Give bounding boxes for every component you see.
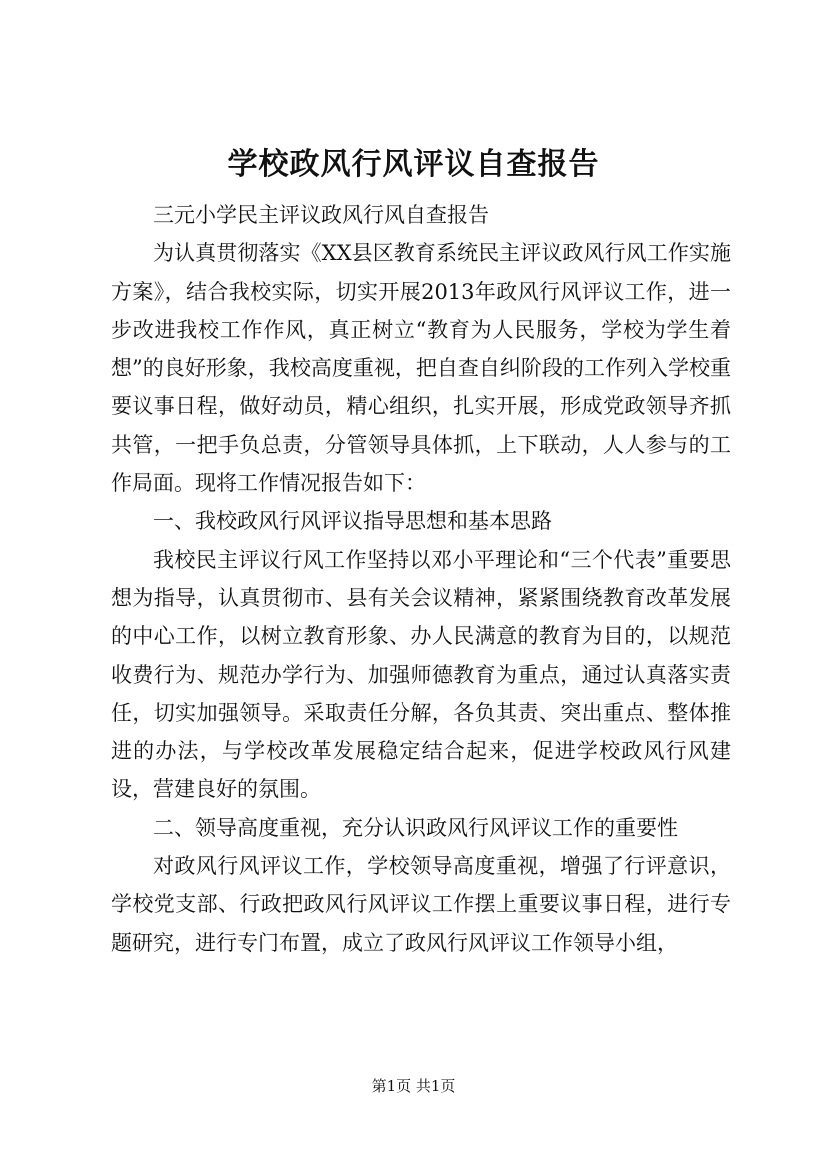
document-title: 学校政风行风评议自查报告	[227, 147, 600, 182]
document-body	[111, 196, 731, 962]
page-number-footer: 第1页 共1页	[371, 1077, 456, 1095]
section-heading-2: 二、领导高度重视，充分认识政风行风评议工作的重要性	[153, 815, 678, 840]
paragraph-section-2: 对政风行风评议工作，学校领导高度重视，增强了行评意识，学校党支部、行政把政风行风评议工作摆上重要议事日程，进行专题研究，进行专门布置，成立了政风行风评议工作领导小组，	[111, 854, 731, 955]
paragraph-intro: 为认真贯彻落实《XX县区教育系统民主评议政风行风工作实施方案》，结合我校实际，切实开展2013年政风行风评议工作，进一步改进我校工作作风，真正树立“教育为人民服务，学校为学生着想”的良好形象，我校高度重视，把自查自纠阶段的工作列入学校重要议事日程，做好动员，精心组织，扎实开展，形成党政领导齐抓共管，一把手负总责，分管领导具体抓，上下联动，人人参与的工作局面。现将工作情况报告如下：	[111, 241, 731, 496]
paragraph-subtitle: 三元小学民主评议政风行风自查报告	[153, 203, 489, 227]
section-heading-1: 一、我校政风行风评议指导思想和基本思路	[153, 509, 552, 534]
paragraph-section-1: 我校民主评议行风工作坚持以邓小平理论和“三个代表”重要思想为指导，认真贯彻市、县有关会议精神，紧紧围绕教育改革发展的中心工作，以树立教育形象、办人民满意的教育为目的，以规范收费行为、规范办学行为、加强师德教育为重点，通过认真落实责任，切实加强领导。采取责任分解，各负其责、突出重点、整体推进的办法，与学校改革发展稳定结合起来，促进学校政风行风建设，营建良好的氛围。	[111, 547, 731, 802]
